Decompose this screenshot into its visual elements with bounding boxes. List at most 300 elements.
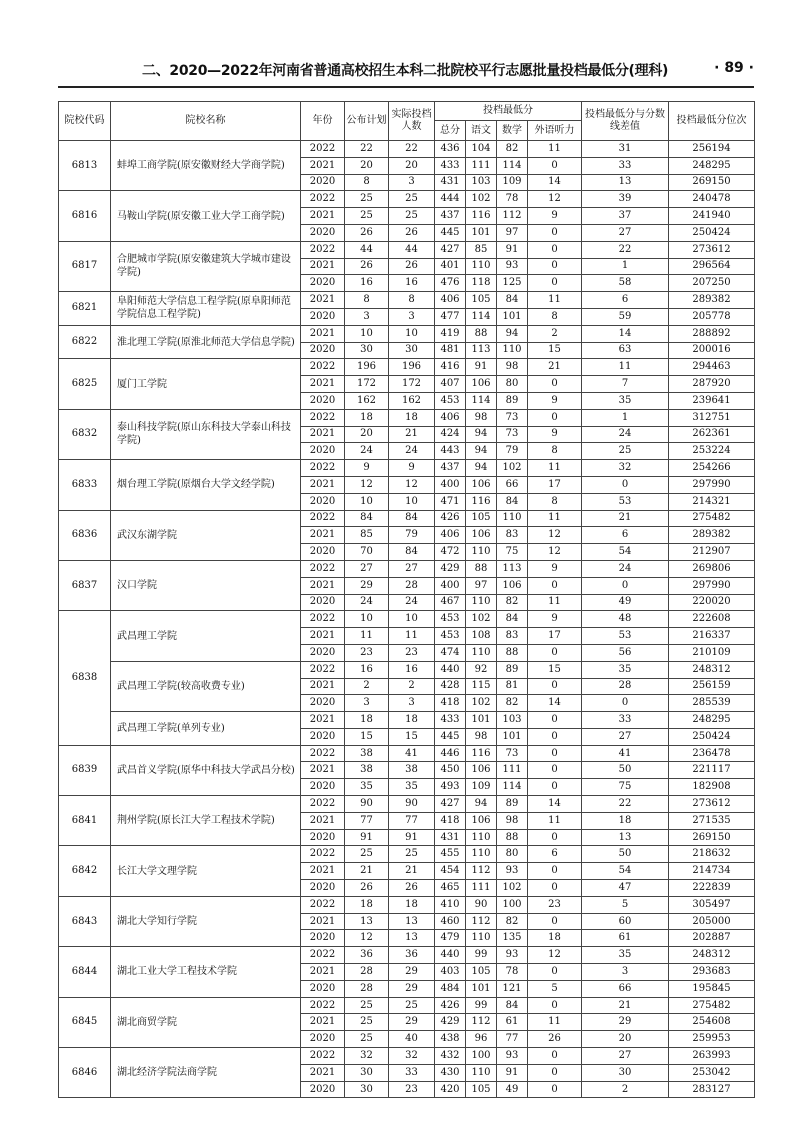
math-score-cell: 114 xyxy=(497,779,528,796)
math-score-cell: 83 xyxy=(497,628,528,645)
total-score-cell: 406 xyxy=(435,292,466,309)
foreign-score-cell: 17 xyxy=(528,628,582,645)
admitted-cell: 10 xyxy=(389,493,435,510)
score-diff-cell: 25 xyxy=(582,443,669,460)
plan-cell: 27 xyxy=(345,560,389,577)
page-title: 二、2020—2022年河南省普通高校招生本科二批院校平行志愿批量投档最低分(理科) xyxy=(142,63,669,79)
foreign-score-cell: 0 xyxy=(528,577,582,594)
chinese-score-cell: 104 xyxy=(466,141,497,158)
rank-cell: 293683 xyxy=(669,964,755,981)
rank-cell: 275482 xyxy=(669,510,755,527)
rank-cell: 222839 xyxy=(669,880,755,897)
plan-cell: 18 xyxy=(345,896,389,913)
year-cell: 2021 xyxy=(301,325,345,342)
chinese-score-cell: 105 xyxy=(466,964,497,981)
chinese-score-cell: 96 xyxy=(466,1031,497,1048)
foreign-score-cell: 9 xyxy=(528,560,582,577)
rank-cell: 273612 xyxy=(669,796,755,813)
math-score-cell: 73 xyxy=(497,426,528,443)
total-score-cell: 431 xyxy=(435,174,466,191)
total-score-cell: 484 xyxy=(435,980,466,997)
rank-cell: 236478 xyxy=(669,745,755,762)
foreign-score-cell: 0 xyxy=(528,644,582,661)
col-foreign-header: 外语听力 xyxy=(528,121,582,141)
admitted-cell: 25 xyxy=(389,191,435,208)
year-cell: 2020 xyxy=(301,829,345,846)
plan-cell: 32 xyxy=(345,1048,389,1065)
chinese-score-cell: 110 xyxy=(466,544,497,561)
year-cell: 2022 xyxy=(301,560,345,577)
chinese-score-cell: 94 xyxy=(466,426,497,443)
foreign-score-cell: 21 xyxy=(528,359,582,376)
year-cell: 2022 xyxy=(301,241,345,258)
admitted-cell: 20 xyxy=(389,157,435,174)
plan-cell: 196 xyxy=(345,359,389,376)
chinese-score-cell: 105 xyxy=(466,1081,497,1098)
foreign-score-cell: 0 xyxy=(528,376,582,393)
admitted-cell: 23 xyxy=(389,1081,435,1098)
admitted-cell: 36 xyxy=(389,947,435,964)
math-score-cell: 93 xyxy=(497,1048,528,1065)
total-score-cell: 474 xyxy=(435,644,466,661)
math-score-cell: 82 xyxy=(497,695,528,712)
rank-cell: 248312 xyxy=(669,661,755,678)
plan-cell: 30 xyxy=(345,1064,389,1081)
chinese-score-cell: 110 xyxy=(466,1064,497,1081)
rank-cell: 275482 xyxy=(669,997,755,1014)
total-score-cell: 477 xyxy=(435,308,466,325)
total-score-cell: 416 xyxy=(435,359,466,376)
chinese-score-cell: 110 xyxy=(466,930,497,947)
school-name: 淮北理工学院(原淮北师范大学信息学院) xyxy=(111,325,301,359)
total-score-cell: 440 xyxy=(435,661,466,678)
admitted-cell: 10 xyxy=(389,325,435,342)
rank-cell: 289382 xyxy=(669,292,755,309)
plan-cell: 18 xyxy=(345,712,389,729)
math-score-cell: 73 xyxy=(497,745,528,762)
chinese-score-cell: 91 xyxy=(466,359,497,376)
score-diff-cell: 5 xyxy=(582,896,669,913)
math-score-cell: 91 xyxy=(497,1064,528,1081)
score-diff-cell: 33 xyxy=(582,712,669,729)
chinese-score-cell: 110 xyxy=(466,829,497,846)
year-cell: 2022 xyxy=(301,796,345,813)
chinese-score-cell: 118 xyxy=(466,275,497,292)
year-cell: 2021 xyxy=(301,476,345,493)
chinese-score-cell: 88 xyxy=(466,560,497,577)
rank-cell: 248312 xyxy=(669,947,755,964)
total-score-cell: 406 xyxy=(435,527,466,544)
admitted-cell: 11 xyxy=(389,628,435,645)
total-score-cell: 400 xyxy=(435,476,466,493)
admitted-cell: 84 xyxy=(389,510,435,527)
total-score-cell: 471 xyxy=(435,493,466,510)
year-cell: 2020 xyxy=(301,728,345,745)
plan-cell: 3 xyxy=(345,695,389,712)
year-cell: 2021 xyxy=(301,628,345,645)
score-diff-cell: 37 xyxy=(582,208,669,225)
total-score-cell: 429 xyxy=(435,560,466,577)
plan-cell: 25 xyxy=(345,1031,389,1048)
plan-cell: 8 xyxy=(345,174,389,191)
score-diff-cell: 35 xyxy=(582,947,669,964)
foreign-score-cell: 0 xyxy=(528,409,582,426)
rank-cell: 205778 xyxy=(669,308,755,325)
chinese-score-cell: 101 xyxy=(466,980,497,997)
score-diff-cell: 59 xyxy=(582,308,669,325)
total-score-cell: 472 xyxy=(435,544,466,561)
year-cell: 2021 xyxy=(301,292,345,309)
score-diff-cell: 53 xyxy=(582,493,669,510)
rank-cell: 283127 xyxy=(669,1081,755,1098)
admitted-cell: 9 xyxy=(389,460,435,477)
year-cell: 2022 xyxy=(301,1048,345,1065)
math-score-cell: 78 xyxy=(497,964,528,981)
chinese-score-cell: 105 xyxy=(466,510,497,527)
score-diff-cell: 50 xyxy=(582,846,669,863)
rank-cell: 263993 xyxy=(669,1048,755,1065)
total-score-cell: 407 xyxy=(435,376,466,393)
rank-cell: 297990 xyxy=(669,577,755,594)
chinese-score-cell: 94 xyxy=(466,796,497,813)
math-score-cell: 114 xyxy=(497,157,528,174)
year-cell: 2022 xyxy=(301,896,345,913)
plan-cell: 9 xyxy=(345,460,389,477)
total-score-cell: 465 xyxy=(435,880,466,897)
foreign-score-cell: 2 xyxy=(528,325,582,342)
math-score-cell: 82 xyxy=(497,594,528,611)
admitted-cell: 28 xyxy=(389,577,435,594)
total-score-cell: 432 xyxy=(435,1048,466,1065)
foreign-score-cell: 9 xyxy=(528,611,582,628)
math-score-cell: 97 xyxy=(497,224,528,241)
school-code: 6821 xyxy=(59,292,111,326)
plan-cell: 10 xyxy=(345,325,389,342)
rank-cell: 202887 xyxy=(669,930,755,947)
rank-cell: 294463 xyxy=(669,359,755,376)
score-diff-cell: 39 xyxy=(582,191,669,208)
plan-cell: 26 xyxy=(345,224,389,241)
plan-cell: 18 xyxy=(345,409,389,426)
year-cell: 2021 xyxy=(301,527,345,544)
total-score-cell: 446 xyxy=(435,745,466,762)
table-row xyxy=(59,896,755,913)
admitted-cell: 90 xyxy=(389,796,435,813)
math-score-cell: 93 xyxy=(497,863,528,880)
plan-cell: 15 xyxy=(345,728,389,745)
rank-cell: 296564 xyxy=(669,258,755,275)
school-code: 6846 xyxy=(59,1048,111,1098)
plan-cell: 25 xyxy=(345,191,389,208)
table-row xyxy=(59,359,755,376)
school-code: 6839 xyxy=(59,745,111,795)
admitted-cell: 196 xyxy=(389,359,435,376)
foreign-score-cell: 0 xyxy=(528,241,582,258)
year-cell: 2020 xyxy=(301,1081,345,1098)
table-row xyxy=(59,409,755,426)
rank-cell: 289382 xyxy=(669,527,755,544)
chinese-score-cell: 109 xyxy=(466,779,497,796)
chinese-score-cell: 106 xyxy=(466,762,497,779)
school-name: 荆州学院(原长江大学工程技术学院) xyxy=(111,796,301,846)
total-score-cell: 433 xyxy=(435,157,466,174)
total-score-cell: 453 xyxy=(435,392,466,409)
total-score-cell: 455 xyxy=(435,846,466,863)
admitted-cell: 21 xyxy=(389,863,435,880)
plan-cell: 44 xyxy=(345,241,389,258)
year-cell: 2021 xyxy=(301,1014,345,1031)
math-score-cell: 93 xyxy=(497,947,528,964)
score-diff-cell: 35 xyxy=(582,392,669,409)
foreign-score-cell: 11 xyxy=(528,1014,582,1031)
chinese-score-cell: 116 xyxy=(466,745,497,762)
chinese-score-cell: 99 xyxy=(466,997,497,1014)
math-score-cell: 102 xyxy=(497,880,528,897)
admitted-cell: 24 xyxy=(389,594,435,611)
admitted-cell: 35 xyxy=(389,779,435,796)
year-cell: 2020 xyxy=(301,443,345,460)
admitted-cell: 8 xyxy=(389,292,435,309)
col-min-scores-header: 投档最低分 xyxy=(435,102,582,121)
total-score-cell: 493 xyxy=(435,779,466,796)
chinese-score-cell: 111 xyxy=(466,880,497,897)
school-name: 蚌埠工商学院(原安徽财经大学商学院) xyxy=(111,141,301,191)
page-header xyxy=(58,58,754,84)
rank-cell: 262361 xyxy=(669,426,755,443)
table-row xyxy=(59,510,755,527)
admitted-cell: 22 xyxy=(389,141,435,158)
table-row xyxy=(59,997,755,1014)
total-score-cell: 453 xyxy=(435,628,466,645)
chinese-score-cell: 103 xyxy=(466,174,497,191)
math-score-cell: 78 xyxy=(497,191,528,208)
math-score-cell: 109 xyxy=(497,174,528,191)
foreign-score-cell: 15 xyxy=(528,661,582,678)
school-name: 长江大学文理学院 xyxy=(111,846,301,896)
year-cell: 2021 xyxy=(301,157,345,174)
plan-cell: 77 xyxy=(345,812,389,829)
plan-cell: 28 xyxy=(345,964,389,981)
table-row xyxy=(59,947,755,964)
score-diff-cell: 63 xyxy=(582,342,669,359)
school-code: 6817 xyxy=(59,241,111,291)
table-row xyxy=(59,241,755,258)
score-diff-cell: 2 xyxy=(582,1081,669,1098)
chinese-score-cell: 85 xyxy=(466,241,497,258)
score-diff-cell: 31 xyxy=(582,141,669,158)
score-diff-cell: 27 xyxy=(582,1048,669,1065)
table-row xyxy=(59,846,755,863)
school-code: 6825 xyxy=(59,359,111,409)
rank-cell: 248295 xyxy=(669,157,755,174)
chinese-score-cell: 111 xyxy=(466,157,497,174)
foreign-score-cell: 0 xyxy=(528,678,582,695)
score-diff-cell: 11 xyxy=(582,359,669,376)
plan-cell: 25 xyxy=(345,846,389,863)
foreign-score-cell: 18 xyxy=(528,930,582,947)
admitted-cell: 41 xyxy=(389,745,435,762)
plan-cell: 30 xyxy=(345,1081,389,1098)
admitted-cell: 29 xyxy=(389,980,435,997)
admitted-cell: 44 xyxy=(389,241,435,258)
year-cell: 2022 xyxy=(301,409,345,426)
year-cell: 2020 xyxy=(301,308,345,325)
foreign-score-cell: 0 xyxy=(528,762,582,779)
total-score-cell: 481 xyxy=(435,342,466,359)
score-diff-cell: 61 xyxy=(582,930,669,947)
rank-cell: 312751 xyxy=(669,409,755,426)
plan-cell: 21 xyxy=(345,863,389,880)
foreign-score-cell: 0 xyxy=(528,258,582,275)
chinese-score-cell: 94 xyxy=(466,443,497,460)
score-diff-cell: 13 xyxy=(582,174,669,191)
math-score-cell: 61 xyxy=(497,1014,528,1031)
math-score-cell: 106 xyxy=(497,577,528,594)
score-diff-cell: 32 xyxy=(582,460,669,477)
chinese-score-cell: 110 xyxy=(466,594,497,611)
school-name: 泰山科技学院(原山东科技大学泰山科技学院) xyxy=(111,409,301,459)
math-score-cell: 113 xyxy=(497,560,528,577)
chinese-score-cell: 113 xyxy=(466,342,497,359)
foreign-score-cell: 0 xyxy=(528,157,582,174)
chinese-score-cell: 115 xyxy=(466,678,497,695)
score-diff-cell: 29 xyxy=(582,1014,669,1031)
plan-cell: 2 xyxy=(345,678,389,695)
math-score-cell: 94 xyxy=(497,325,528,342)
score-diff-cell: 28 xyxy=(582,678,669,695)
total-score-cell: 410 xyxy=(435,896,466,913)
admitted-cell: 77 xyxy=(389,812,435,829)
admitted-cell: 18 xyxy=(389,712,435,729)
school-name: 武昌理工学院(较高收费专业) xyxy=(111,661,301,711)
foreign-score-cell: 12 xyxy=(528,191,582,208)
admitted-cell: 25 xyxy=(389,997,435,1014)
admission-score-table xyxy=(58,101,755,1098)
plan-cell: 12 xyxy=(345,930,389,947)
rank-cell: 305497 xyxy=(669,896,755,913)
score-diff-cell: 66 xyxy=(582,980,669,997)
school-code: 6837 xyxy=(59,560,111,610)
plan-cell: 38 xyxy=(345,745,389,762)
foreign-score-cell: 9 xyxy=(528,392,582,409)
admitted-cell: 3 xyxy=(389,174,435,191)
foreign-score-cell: 11 xyxy=(528,812,582,829)
rank-cell: 210109 xyxy=(669,644,755,661)
plan-cell: 10 xyxy=(345,493,389,510)
admitted-cell: 26 xyxy=(389,880,435,897)
math-score-cell: 100 xyxy=(497,896,528,913)
rank-cell: 220020 xyxy=(669,594,755,611)
foreign-score-cell: 0 xyxy=(528,863,582,880)
total-score-cell: 437 xyxy=(435,460,466,477)
foreign-score-cell: 9 xyxy=(528,426,582,443)
year-cell: 2022 xyxy=(301,947,345,964)
foreign-score-cell: 0 xyxy=(528,964,582,981)
plan-cell: 22 xyxy=(345,141,389,158)
total-score-cell: 401 xyxy=(435,258,466,275)
rank-cell: 287920 xyxy=(669,376,755,393)
total-score-cell: 427 xyxy=(435,241,466,258)
plan-cell: 12 xyxy=(345,476,389,493)
total-score-cell: 420 xyxy=(435,1081,466,1098)
admitted-cell: 38 xyxy=(389,762,435,779)
year-cell: 2020 xyxy=(301,392,345,409)
math-score-cell: 89 xyxy=(497,392,528,409)
foreign-score-cell: 0 xyxy=(528,1048,582,1065)
col-chinese-header: 语文 xyxy=(466,121,497,141)
rank-cell: 259953 xyxy=(669,1031,755,1048)
score-diff-cell: 22 xyxy=(582,796,669,813)
score-diff-cell: 24 xyxy=(582,426,669,443)
math-score-cell: 103 xyxy=(497,712,528,729)
foreign-score-cell: 11 xyxy=(528,460,582,477)
school-code: 6836 xyxy=(59,510,111,560)
score-diff-cell: 47 xyxy=(582,880,669,897)
plan-cell: 25 xyxy=(345,997,389,1014)
school-name: 湖北经济学院法商学院 xyxy=(111,1048,301,1098)
foreign-score-cell: 0 xyxy=(528,224,582,241)
table-row xyxy=(59,661,755,678)
score-diff-cell: 27 xyxy=(582,728,669,745)
year-cell: 2020 xyxy=(301,644,345,661)
chinese-score-cell: 110 xyxy=(466,846,497,863)
math-score-cell: 111 xyxy=(497,762,528,779)
math-score-cell: 91 xyxy=(497,241,528,258)
score-diff-cell: 22 xyxy=(582,241,669,258)
year-cell: 2021 xyxy=(301,762,345,779)
year-cell: 2020 xyxy=(301,1031,345,1048)
rank-cell: 239641 xyxy=(669,392,755,409)
plan-cell: 30 xyxy=(345,342,389,359)
year-cell: 2021 xyxy=(301,258,345,275)
year-cell: 2020 xyxy=(301,980,345,997)
math-score-cell: 79 xyxy=(497,443,528,460)
plan-cell: 20 xyxy=(345,426,389,443)
total-score-cell: 453 xyxy=(435,611,466,628)
admitted-cell: 15 xyxy=(389,728,435,745)
score-diff-cell: 58 xyxy=(582,275,669,292)
school-name: 武昌理工学院 xyxy=(111,611,301,661)
year-cell: 2020 xyxy=(301,174,345,191)
math-score-cell: 102 xyxy=(497,460,528,477)
admitted-cell: 3 xyxy=(389,695,435,712)
admitted-cell: 24 xyxy=(389,443,435,460)
col-plan-header: 公布计划 xyxy=(345,102,389,141)
score-diff-cell: 35 xyxy=(582,661,669,678)
foreign-score-cell: 12 xyxy=(528,947,582,964)
year-cell: 2022 xyxy=(301,745,345,762)
year-cell: 2020 xyxy=(301,224,345,241)
foreign-score-cell: 8 xyxy=(528,493,582,510)
admitted-cell: 23 xyxy=(389,644,435,661)
col-year-header: 年份 xyxy=(301,102,345,141)
school-name: 马鞍山学院(原安徽工业大学工商学院) xyxy=(111,191,301,241)
chinese-score-cell: 106 xyxy=(466,527,497,544)
math-score-cell: 83 xyxy=(497,527,528,544)
admitted-cell: 21 xyxy=(389,426,435,443)
total-score-cell: 426 xyxy=(435,997,466,1014)
col-math-header: 数学 xyxy=(497,121,528,141)
chinese-score-cell: 110 xyxy=(466,258,497,275)
school-name: 湖北商贸学院 xyxy=(111,997,301,1047)
school-code: 6813 xyxy=(59,141,111,191)
total-score-cell: 444 xyxy=(435,191,466,208)
col-total-header: 总分 xyxy=(435,121,466,141)
admitted-cell: 2 xyxy=(389,678,435,695)
score-diff-cell: 7 xyxy=(582,376,669,393)
table-row xyxy=(59,745,755,762)
total-score-cell: 467 xyxy=(435,594,466,611)
